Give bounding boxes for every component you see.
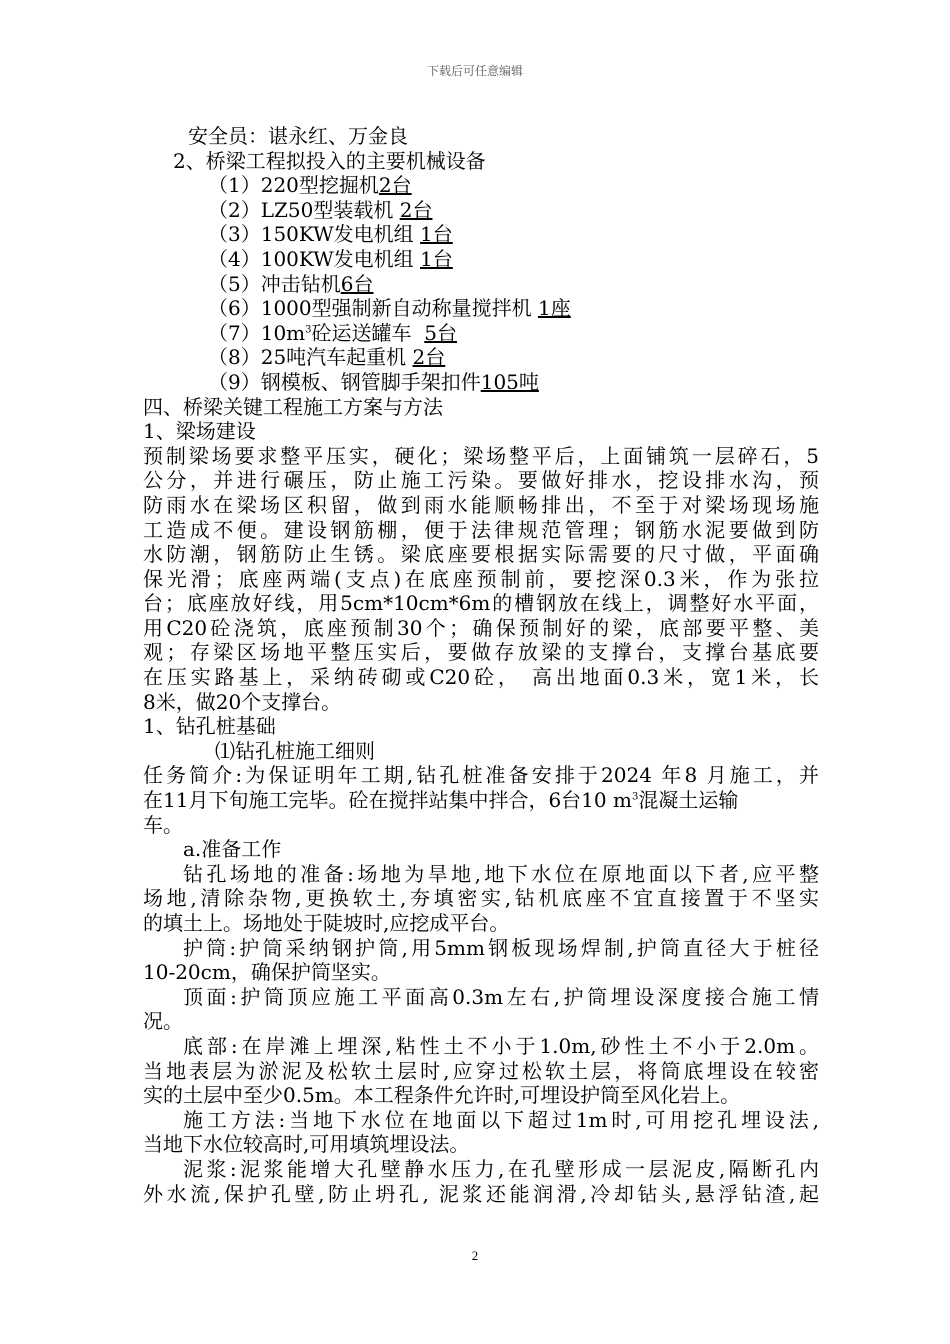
paragraph-line: 水防潮，钢筋防止生锈。梁底座要根据实际需要的尺寸做，平面确 (143, 542, 819, 567)
equipment-item: （6）1000型强制新自动称量搅拌机 1座 (208, 296, 571, 321)
paragraph-line: 施工方法:当地下水位在地面以下超过1m时,可用挖孔埋设法, (183, 1107, 819, 1132)
paragraph-line: 顶面:护筒顶应施工平面高0.3m左右,护筒埋设深度接合施工情 (183, 984, 819, 1009)
paragraph-line: 保光滑；底座两端(支点)在底座预制前，要挖深0.3米，作为张拉 (143, 566, 819, 591)
paragraph-line: 的填土上。场地处于陡坡时,应挖成平台。 (143, 911, 510, 935)
paragraph-line: 实的土层中至少0.5m。本工程条件允许时,可埋设护筒至风化岩上。 (143, 1083, 741, 1108)
sub-heading-preparation: a.准备工作 (183, 837, 282, 862)
subsection-heading-beam-yard: 1、梁场建设 (143, 419, 256, 444)
paragraph-line: 外水流,保护孔壁,防止坍孔, 泥浆还能润滑,冷却钻头,悬浮钻渣,起 (143, 1181, 819, 1206)
paragraph-line: 防雨水在梁场区积留，做到雨水能顺畅排出，不至于对梁场现场施 (143, 492, 819, 517)
equipment-item: （2）LZ50型装载机 2台 (208, 197, 433, 222)
equipment-item: （3）150KW发电机组 1台 (208, 222, 453, 247)
page-number: 2 (471, 1248, 479, 1263)
paragraph-line: 用C20砼浇筑，底座预制30个；确保预制好的梁，底部要平整、美 (143, 615, 819, 640)
safety-officer-line: 安全员：谌永红、万金良 (188, 124, 408, 148)
paragraph-line: 10-20cm，确保护筒坚实。 (143, 960, 391, 985)
equipment-item: （5）冲击钻机6台 (208, 271, 374, 296)
paragraph-line: 任务简介:为保证明年工期,钻孔桩准备安排于2024 年8 月施工，并 (143, 763, 819, 788)
page-header: 下载后可任意编辑 (426, 64, 523, 78)
section-heading-equipment: 2、桥梁工程拟投入的主要机械设备 (173, 148, 486, 173)
paragraph-line: 场地,清除杂物,更换软土,夯填密实,钻机底座不宜直接置于不坚实 (143, 886, 819, 911)
sub-heading-pile-rules: ⑴钻孔桩施工细则 (215, 738, 375, 763)
paragraph-line: 钻孔场地的准备:场地为旱地,地下水位在原地面以下者,应平整 (183, 861, 819, 886)
paragraph-line: 台；底座放好线，用5cm*10cm*6m的槽钢放在线上，调整好水平面， (143, 591, 819, 616)
paragraph-line: 观；存梁区场地平整压实后，要做存放梁的支撑台，支撑台基底要 (143, 640, 819, 665)
paragraph-line: 公分，并进行碾压，防止施工污染。要做好排水，挖设排水沟，预 (143, 468, 819, 493)
paragraph-line: 车。 (143, 812, 183, 837)
equipment-item: （9）钢模板、钢管脚手架扣件105吨 (208, 369, 539, 394)
paragraph-line: 预制梁场要求整平压实，硬化；梁场整平后，上面铺筑一层碎石，5 (143, 443, 819, 468)
paragraph-line: 在压实路基上，采纳砖砌或C20砼， 高出地面0.3米，宽1米，长 (143, 665, 819, 690)
paragraph-line: 况。 (143, 1009, 183, 1034)
paragraph-line: 底部:在岸滩上埋深,粘性土不小于1.0m,砂性土不小于2.0m。 (183, 1033, 819, 1058)
equipment-item: （4）100KW发电机组 1台 (208, 246, 453, 271)
document-body (143, 124, 819, 1206)
equipment-item: $(7)10m^3$砼运送罐车 5台 (208, 320, 457, 345)
paragraph-line: 泥浆:泥浆能增大孔壁静水压力,在孔壁形成一层泥皮,隔断孔内 (183, 1156, 819, 1181)
equipment-item: （1）220型挖掘机2台 (208, 173, 412, 198)
equipment-item: （8）25吨汽车起重机 2台 (208, 345, 446, 370)
paragraph-line: 护筒:护筒采纳钢护筒,用5mm钢板现场焊制,护筒直径大于桩径 (183, 935, 819, 960)
paragraph-line: 在11月下旬施工完毕。砼在搅拌站集中拌合，6台10 $m^3$混凝土运输 (143, 788, 739, 813)
paragraph-line: 8米，做20个支撑台。 (143, 689, 342, 714)
paragraph-line: 当地表层为淤泥及松软土层时,应穿过松软土层，将筒底埋设在较密 (143, 1058, 819, 1083)
subsection-heading-bored-pile: 1、钻孔桩基础 (143, 714, 276, 739)
paragraph-line: 工造成不便。建设钢筋棚，便于法律规范管理；钢筋水泥要做到防 (143, 517, 819, 542)
section-heading-4: 四、桥梁关键工程施工方案与方法 (143, 394, 443, 419)
paragraph-line: 当地下水位较高时,可用填筑埋设法。 (143, 1132, 470, 1157)
